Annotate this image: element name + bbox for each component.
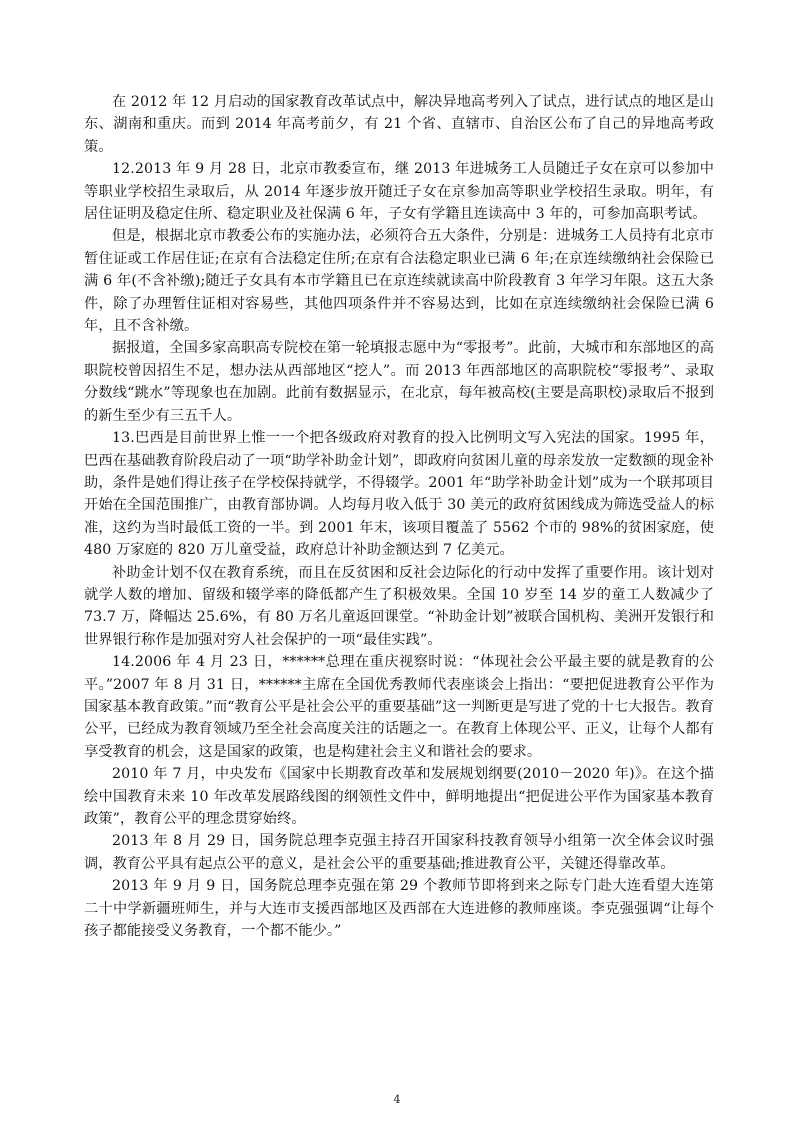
- paragraph-brazil-bolsa-escola: 13.巴西是目前世界上惟一一个把各级政府对教育的投入比例明文写入宪法的国家。1995 年，巴西在基础教育阶段启动了一项“助学补助金计划”，即政府向贫困儿童的母亲发放一定数额的现金补助，条件是她们得让孩子在学校保持就学，不得辍学。2001 年“助学补助金计划”成为一个联邦项目开始在全国范围推广，由教育部协调。人均每月收入低于 30 美元的政府贫困线成为筛选受益人的标准，这约为当时最低工资的一半。到 2001 年末，该项目覆盖了 5562 个市的 98%的贫困家庭，使 480 万家庭的 820 万儿童受益，政府总计补助金额达到 7 亿美元。: [84, 430, 714, 559]
- paragraph-zero-enrollment: 据报道，全国多家高职高专院校在第一轮填报志愿中为“零报考”。此前，大城市和东部地区的高职院校曾因招生不足，想办法从西部地区“挖人”。而 2013 年西部地区的高职院校“零报考”、录取分数线“跳水”等现象也在加剧。此前有数据显示，在北京，每年被高校(主要是高职校)录取后不报到的新生至少有三五千人。: [84, 340, 714, 424]
- paragraph-subsidy-effects: 补助金计划不仅在教育系统，而且在反贫困和反社会边际化的行动中发挥了重要作用。该计划对就学人数的增加、留级和辍学率的降低都产生了积极效果。全国 10 岁至 14 岁的童工人数减少了 73.7 万，降幅达 25.6%，有 80 万名儿童返回课堂。“补助金计划”被联合国机构、美洲开发银行和世界银行称作是加强对穷人社会保护的一项“最佳实践”。: [84, 564, 714, 648]
- paragraph-education-fairness: 14.2006 年 4 月 23 日，******总理在重庆视察时说：“体现社会公平最主要的就是教育的公平。”2007 年 8 月 31 日，******主席在全国优秀教师代表座谈会上指出：“要把促进教育公平作为国家基本教育政策。”而“教育公平是社会公平的重要基础”这一判断更是写进了党的十七大报告。教育公平，已经成为教育领域乃至全社会高度关注的话题之一。在教育上体现公平、正义，让每个人都有享受教育的机会，这是国家的政策，也是构建社会主义和谐社会的要求。: [84, 654, 714, 760]
- paragraph-li-keqiang-august: 2013 年 8 月 29 日，国务院总理李克强主持召开国家科技教育领导小组第一次全体会议时强调，教育公平具有起点公平的意义，是社会公平的重要基础;推进教育公平，关键还得靠改革。: [84, 833, 714, 872]
- paragraph-remote-gaokao-pilot: 在 2012 年 12 月启动的国家教育改革试点中，解决异地高考列入了试点，进行试点的地区是山东、湖南和重庆。而到 2014 年高考前夕，有 21 个省、直辖市、自治区公布了自己的异地高考政策。: [84, 94, 714, 155]
- paragraph-li-keqiang-dalian: 2013 年 9 月 9 日，国务院总理李克强在第 29 个教师节即将到来之际专门赴大连看望大连第二十中学新疆班师生，并与大连市支援西部地区及西部在大连进修的教师座谈。李克强强调“让每个孩子都能接受义务教育，一个都不能少。”: [84, 878, 714, 940]
- paragraph-beijing-vocational-admission: 12.2013 年 9 月 28 日，北京市教委宣布，继 2013 年进城务工人员随迁子女在京可以参加中等职业学校招生录取后，从 2014 年逐步放开随迁子女在京参加高等职业学校招生录取。明年，有居住证明及稳定住所、稳定职业及社保满 6 年，子女有学籍且连读高中 3 年的，可参加高职考试。: [84, 161, 714, 223]
- document-body: [84, 91, 714, 942]
- paragraph-five-conditions: 但是，根据北京市教委公布的实施办法，必须符合五大条件，分别是：进城务工人员持有北京市暂住证或工作居住证;在京有合法稳定住所;在京有合法稳定职业已满 6 年;在京连续缴纳社会保险已满 6 年(不含补缴);随迁子女具有本市学籍且已在京连续就读高中阶段教育 3 年学习年限。这五大条件，除了办理暂住证相对容易些，其他四项条件并不容易达到，比如在京连续缴纳社会保险已满 6 年，且不含补缴。: [84, 228, 714, 335]
- page-number: 4: [393, 1093, 401, 1106]
- paragraph-reform-outline-2010: 2010 年 7 月，中央发布《国家中长期教育改革和发展规划纲要(2010－2020 年)》。在这个描绘中国教育未来 10 年改革发展路线图的纲领性文件中，鲜明地提出“把促进公平作为国家基本教育政策”，教育公平的理念贯穿始终。: [84, 766, 714, 827]
